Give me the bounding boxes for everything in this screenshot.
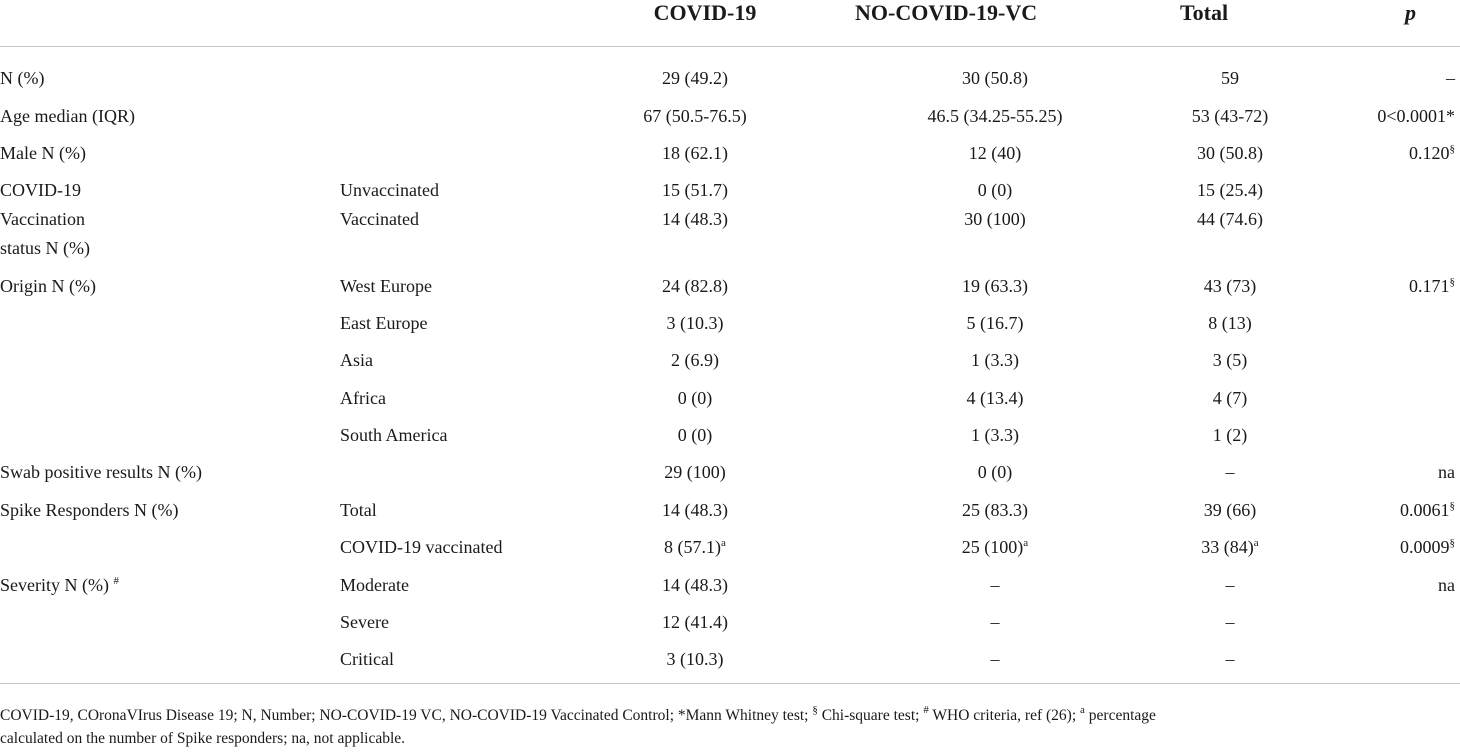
cell-covid bbox=[590, 458, 800, 486]
cell-covid bbox=[590, 421, 800, 449]
cell-covid-text: 0 (0) bbox=[677, 425, 713, 445]
cell-total-text: – bbox=[1225, 612, 1235, 632]
cell-no-covid-vc-text: 5 (16.7) bbox=[966, 313, 1024, 333]
cell-covid bbox=[590, 176, 800, 204]
header-p-value: p bbox=[1405, 0, 1416, 25]
cell-p-value-superscript: § bbox=[1449, 143, 1455, 155]
cell-covid-text: 29 (49.2) bbox=[662, 68, 728, 88]
cell-covid bbox=[590, 309, 800, 337]
row-label-text: N (%) bbox=[0, 68, 45, 88]
cell-no-covid-vc-text: 1 (3.3) bbox=[971, 425, 1019, 445]
row-sublabel bbox=[340, 309, 427, 337]
footnote-line-2: calculated on the number of Spike responders; na, not applicable. bbox=[0, 730, 406, 747]
cell-total bbox=[1130, 645, 1330, 673]
cell-p-value-text: 0<0.0001* bbox=[1377, 106, 1455, 126]
row-label-text: Spike Responders N (%) bbox=[0, 500, 179, 520]
cell-total bbox=[1130, 421, 1330, 449]
cell-total-text: 43 (73) bbox=[1203, 276, 1257, 296]
row-sublabel bbox=[340, 421, 447, 449]
cell-total bbox=[1130, 102, 1330, 130]
footnote bbox=[0, 704, 1460, 750]
footnote-sup-section: § bbox=[812, 704, 818, 716]
table-row bbox=[0, 272, 1460, 308]
cell-covid-text: 15 (51.7) bbox=[662, 180, 728, 200]
row-label bbox=[0, 139, 86, 167]
cell-covid bbox=[590, 272, 800, 300]
table-row bbox=[0, 458, 1460, 494]
table-row bbox=[0, 139, 1460, 175]
row-sublabel-text: Vaccinated bbox=[340, 209, 419, 229]
row-label-superscript: # bbox=[113, 575, 119, 587]
row-sublabel bbox=[340, 533, 502, 561]
footer-rule bbox=[0, 683, 1460, 684]
table-header bbox=[0, 0, 1460, 46]
cell-total-text: – bbox=[1225, 462, 1235, 482]
cell-no-covid-vc-text: 1 (3.3) bbox=[971, 350, 1019, 370]
row-label-text: Swab positive results N (%) bbox=[0, 462, 202, 482]
cell-total bbox=[1130, 346, 1330, 374]
cell-total-text: 4 (7) bbox=[1212, 388, 1248, 408]
cell-no-covid-vc bbox=[880, 458, 1110, 486]
cell-p-value-text: – bbox=[1446, 68, 1455, 88]
cell-total bbox=[1130, 533, 1330, 561]
row-label-text: COVID-19 bbox=[0, 180, 81, 200]
cell-no-covid-vc bbox=[880, 346, 1110, 374]
cell-total-text: – bbox=[1225, 649, 1235, 669]
row-sublabel-text: COVID-19 vaccinated bbox=[340, 537, 503, 557]
cell-no-covid-vc bbox=[880, 64, 1110, 92]
cell-p-value-text: na bbox=[1438, 462, 1455, 482]
table-row bbox=[0, 309, 1460, 345]
row-sublabel bbox=[340, 272, 432, 300]
cell-total-text: 44 (74.6) bbox=[1197, 209, 1263, 229]
cell-no-covid-vc bbox=[880, 309, 1110, 337]
row-label bbox=[0, 205, 85, 233]
cell-covid-text: 14 (48.3) bbox=[662, 575, 728, 595]
cell-total bbox=[1130, 309, 1330, 337]
row-sublabel-text: Unvaccinated bbox=[340, 180, 439, 200]
row-label bbox=[0, 64, 44, 92]
table-row bbox=[0, 234, 1460, 270]
row-sublabel-text: Moderate bbox=[340, 575, 409, 595]
cell-no-covid-vc bbox=[880, 571, 1110, 599]
row-sublabel bbox=[340, 176, 439, 204]
cell-p-value-text: 0.120 bbox=[1409, 143, 1450, 163]
cell-total bbox=[1130, 139, 1330, 167]
cell-total bbox=[1130, 176, 1330, 204]
row-label bbox=[0, 234, 90, 262]
cell-no-covid-vc bbox=[880, 645, 1110, 673]
cell-p-value bbox=[1330, 272, 1455, 300]
row-sublabel-text: Africa bbox=[340, 388, 386, 408]
cell-no-covid-vc-text: – bbox=[990, 649, 1000, 669]
cell-no-covid-vc bbox=[880, 139, 1110, 167]
cell-total-text: 1 (2) bbox=[1212, 425, 1248, 445]
cell-total-text: 30 (50.8) bbox=[1197, 143, 1263, 163]
row-sublabel bbox=[340, 384, 386, 412]
cell-total-text: 15 (25.4) bbox=[1197, 180, 1263, 200]
cell-no-covid-vc-text: 4 (13.4) bbox=[966, 388, 1024, 408]
cell-no-covid-vc bbox=[880, 176, 1110, 204]
cell-covid bbox=[590, 102, 800, 130]
cell-covid bbox=[590, 496, 800, 524]
cell-total bbox=[1130, 458, 1330, 486]
row-sublabel-text: Severe bbox=[340, 612, 389, 632]
row-sublabel bbox=[340, 496, 377, 524]
cell-p-value bbox=[1330, 64, 1455, 92]
cell-covid-text: 24 (82.8) bbox=[662, 276, 728, 296]
cell-no-covid-vc bbox=[880, 272, 1110, 300]
row-sublabel bbox=[340, 645, 394, 673]
row-label-text: status N (%) bbox=[0, 238, 90, 258]
row-label-text: Origin N (%) bbox=[0, 276, 96, 296]
row-label-text: Vaccination bbox=[0, 209, 85, 229]
table-row bbox=[0, 384, 1460, 420]
cell-covid-text: 3 (10.3) bbox=[666, 313, 724, 333]
row-label bbox=[0, 458, 202, 486]
cell-covid bbox=[590, 64, 800, 92]
row-label bbox=[0, 102, 135, 130]
footnote-text-d: percentage bbox=[1084, 707, 1156, 724]
cell-p-value-superscript: § bbox=[1449, 276, 1455, 288]
cell-total-text: 39 (66) bbox=[1203, 500, 1257, 520]
cell-no-covid-vc-text: – bbox=[990, 612, 1000, 632]
footnote-line-1 bbox=[0, 704, 1460, 727]
row-label bbox=[0, 272, 96, 300]
table-row bbox=[0, 102, 1460, 138]
table-row bbox=[0, 346, 1460, 382]
cell-total bbox=[1130, 64, 1330, 92]
cell-no-covid-vc bbox=[880, 608, 1110, 636]
cell-covid-text: 3 (10.3) bbox=[666, 649, 724, 669]
cell-p-value bbox=[1330, 571, 1455, 599]
cell-covid bbox=[590, 533, 800, 561]
cell-covid bbox=[590, 608, 800, 636]
cell-total-text: 33 (84) bbox=[1201, 537, 1254, 557]
footnote-sup-a: a bbox=[1080, 704, 1085, 716]
table-row bbox=[0, 421, 1460, 457]
cell-total-text: 53 (43-72) bbox=[1191, 106, 1269, 126]
header-no-covid-vc: NO-COVID-19-VC bbox=[855, 0, 1038, 25]
cell-covid-text: 12 (41.4) bbox=[662, 612, 728, 632]
cell-p-value bbox=[1330, 102, 1455, 130]
cell-total bbox=[1130, 205, 1330, 233]
row-sublabel bbox=[340, 346, 373, 374]
row-label bbox=[0, 496, 178, 524]
cell-covid-text: 0 (0) bbox=[677, 388, 713, 408]
header-covid: COVID-19 bbox=[653, 0, 757, 25]
cell-covid bbox=[590, 139, 800, 167]
cell-p-value bbox=[1330, 139, 1455, 167]
cell-no-covid-vc-text: 12 (40) bbox=[968, 143, 1022, 163]
header-rule bbox=[0, 46, 1460, 47]
cell-total-text: 3 (5) bbox=[1212, 350, 1248, 370]
cell-covid-text: 8 (57.1) bbox=[664, 537, 722, 557]
cell-p-value-text: 0.171 bbox=[1409, 276, 1450, 296]
cell-covid-text: 18 (62.1) bbox=[662, 143, 728, 163]
row-label bbox=[0, 176, 81, 204]
cell-p-value bbox=[1330, 496, 1455, 524]
cell-total-text: 59 bbox=[1221, 68, 1239, 88]
cell-no-covid-vc-superscript: a bbox=[1023, 537, 1029, 549]
row-sublabel bbox=[340, 571, 409, 599]
cell-p-value-superscript: § bbox=[1449, 500, 1455, 512]
cell-no-covid-vc bbox=[880, 384, 1110, 412]
footnote-text-a: COVID-19, COronaVIrus Disease 19; N, Number; NO-COVID-19 VC, NO-COVID-19 Vaccinated Control; *Mann Whitney test; bbox=[0, 707, 813, 724]
cell-total bbox=[1130, 272, 1330, 300]
row-label-text: Male N (%) bbox=[0, 143, 86, 163]
cell-covid-text: 67 (50.5-76.5) bbox=[643, 106, 747, 126]
cell-covid bbox=[590, 346, 800, 374]
cell-covid-superscript: a bbox=[721, 537, 726, 549]
cell-total bbox=[1130, 496, 1330, 524]
cell-no-covid-vc bbox=[880, 205, 1110, 233]
row-label-text: Age median (IQR) bbox=[0, 106, 135, 126]
header-total: Total bbox=[1180, 0, 1229, 25]
cell-covid-text: 14 (48.3) bbox=[662, 500, 728, 520]
cell-no-covid-vc-text: 46.5 (34.25-55.25) bbox=[927, 106, 1063, 126]
cell-no-covid-vc-text: 30 (100) bbox=[964, 209, 1026, 229]
table-row bbox=[0, 608, 1460, 644]
cell-total bbox=[1130, 608, 1330, 636]
row-sublabel bbox=[340, 205, 419, 233]
cell-no-covid-vc-text: 0 (0) bbox=[977, 180, 1013, 200]
footnote-text-b: Chi-square test; bbox=[817, 707, 924, 724]
row-sublabel-text: East Europe bbox=[340, 313, 428, 333]
cell-covid-text: 14 (48.3) bbox=[662, 209, 728, 229]
cell-no-covid-vc-text: 25 (83.3) bbox=[962, 500, 1028, 520]
cell-no-covid-vc bbox=[880, 421, 1110, 449]
cell-p-value-text: 0.0009 bbox=[1400, 537, 1450, 557]
cell-covid-text: 2 (6.9) bbox=[671, 350, 719, 370]
cell-total-superscript: a bbox=[1253, 537, 1259, 549]
row-label bbox=[0, 571, 119, 599]
cell-covid-text: 29 (100) bbox=[664, 462, 726, 482]
cell-no-covid-vc-text: – bbox=[990, 575, 1000, 595]
cell-p-value bbox=[1330, 533, 1455, 561]
row-sublabel-text: Total bbox=[340, 500, 377, 520]
cell-no-covid-vc-text: 30 (50.8) bbox=[962, 68, 1028, 88]
cell-total-text: – bbox=[1225, 575, 1235, 595]
cell-total bbox=[1130, 571, 1330, 599]
cell-no-covid-vc bbox=[880, 102, 1110, 130]
row-sublabel-text: West Europe bbox=[340, 276, 433, 296]
row-sublabel-text: Critical bbox=[340, 649, 394, 669]
cell-no-covid-vc bbox=[880, 533, 1110, 561]
table-row bbox=[0, 645, 1460, 681]
footnote-sup-hash: # bbox=[923, 704, 929, 716]
cell-p-value-text: 0.0061 bbox=[1400, 500, 1450, 520]
row-label-text: Severity N (%) bbox=[0, 575, 114, 595]
cell-p-value-text: na bbox=[1438, 575, 1455, 595]
table-row bbox=[0, 496, 1460, 532]
cell-no-covid-vc-text: 0 (0) bbox=[977, 462, 1013, 482]
row-sublabel bbox=[340, 608, 389, 636]
cell-covid bbox=[590, 384, 800, 412]
footnote-text-c: WHO criteria, ref (26); bbox=[928, 707, 1081, 724]
table-row bbox=[0, 571, 1460, 607]
table-row bbox=[0, 533, 1460, 569]
cell-p-value-superscript: § bbox=[1449, 537, 1455, 549]
row-sublabel-text: Asia bbox=[340, 350, 373, 370]
cell-no-covid-vc-text: 25 (100) bbox=[961, 537, 1024, 557]
cell-p-value bbox=[1330, 458, 1455, 486]
cell-covid bbox=[590, 205, 800, 233]
cell-covid bbox=[590, 645, 800, 673]
table-row bbox=[0, 64, 1460, 100]
cell-covid bbox=[590, 571, 800, 599]
cell-no-covid-vc bbox=[880, 496, 1110, 524]
row-sublabel-text: South America bbox=[340, 425, 448, 445]
cell-no-covid-vc-text: 19 (63.3) bbox=[962, 276, 1028, 296]
cell-total-text: 8 (13) bbox=[1208, 313, 1252, 333]
cell-total bbox=[1130, 384, 1330, 412]
